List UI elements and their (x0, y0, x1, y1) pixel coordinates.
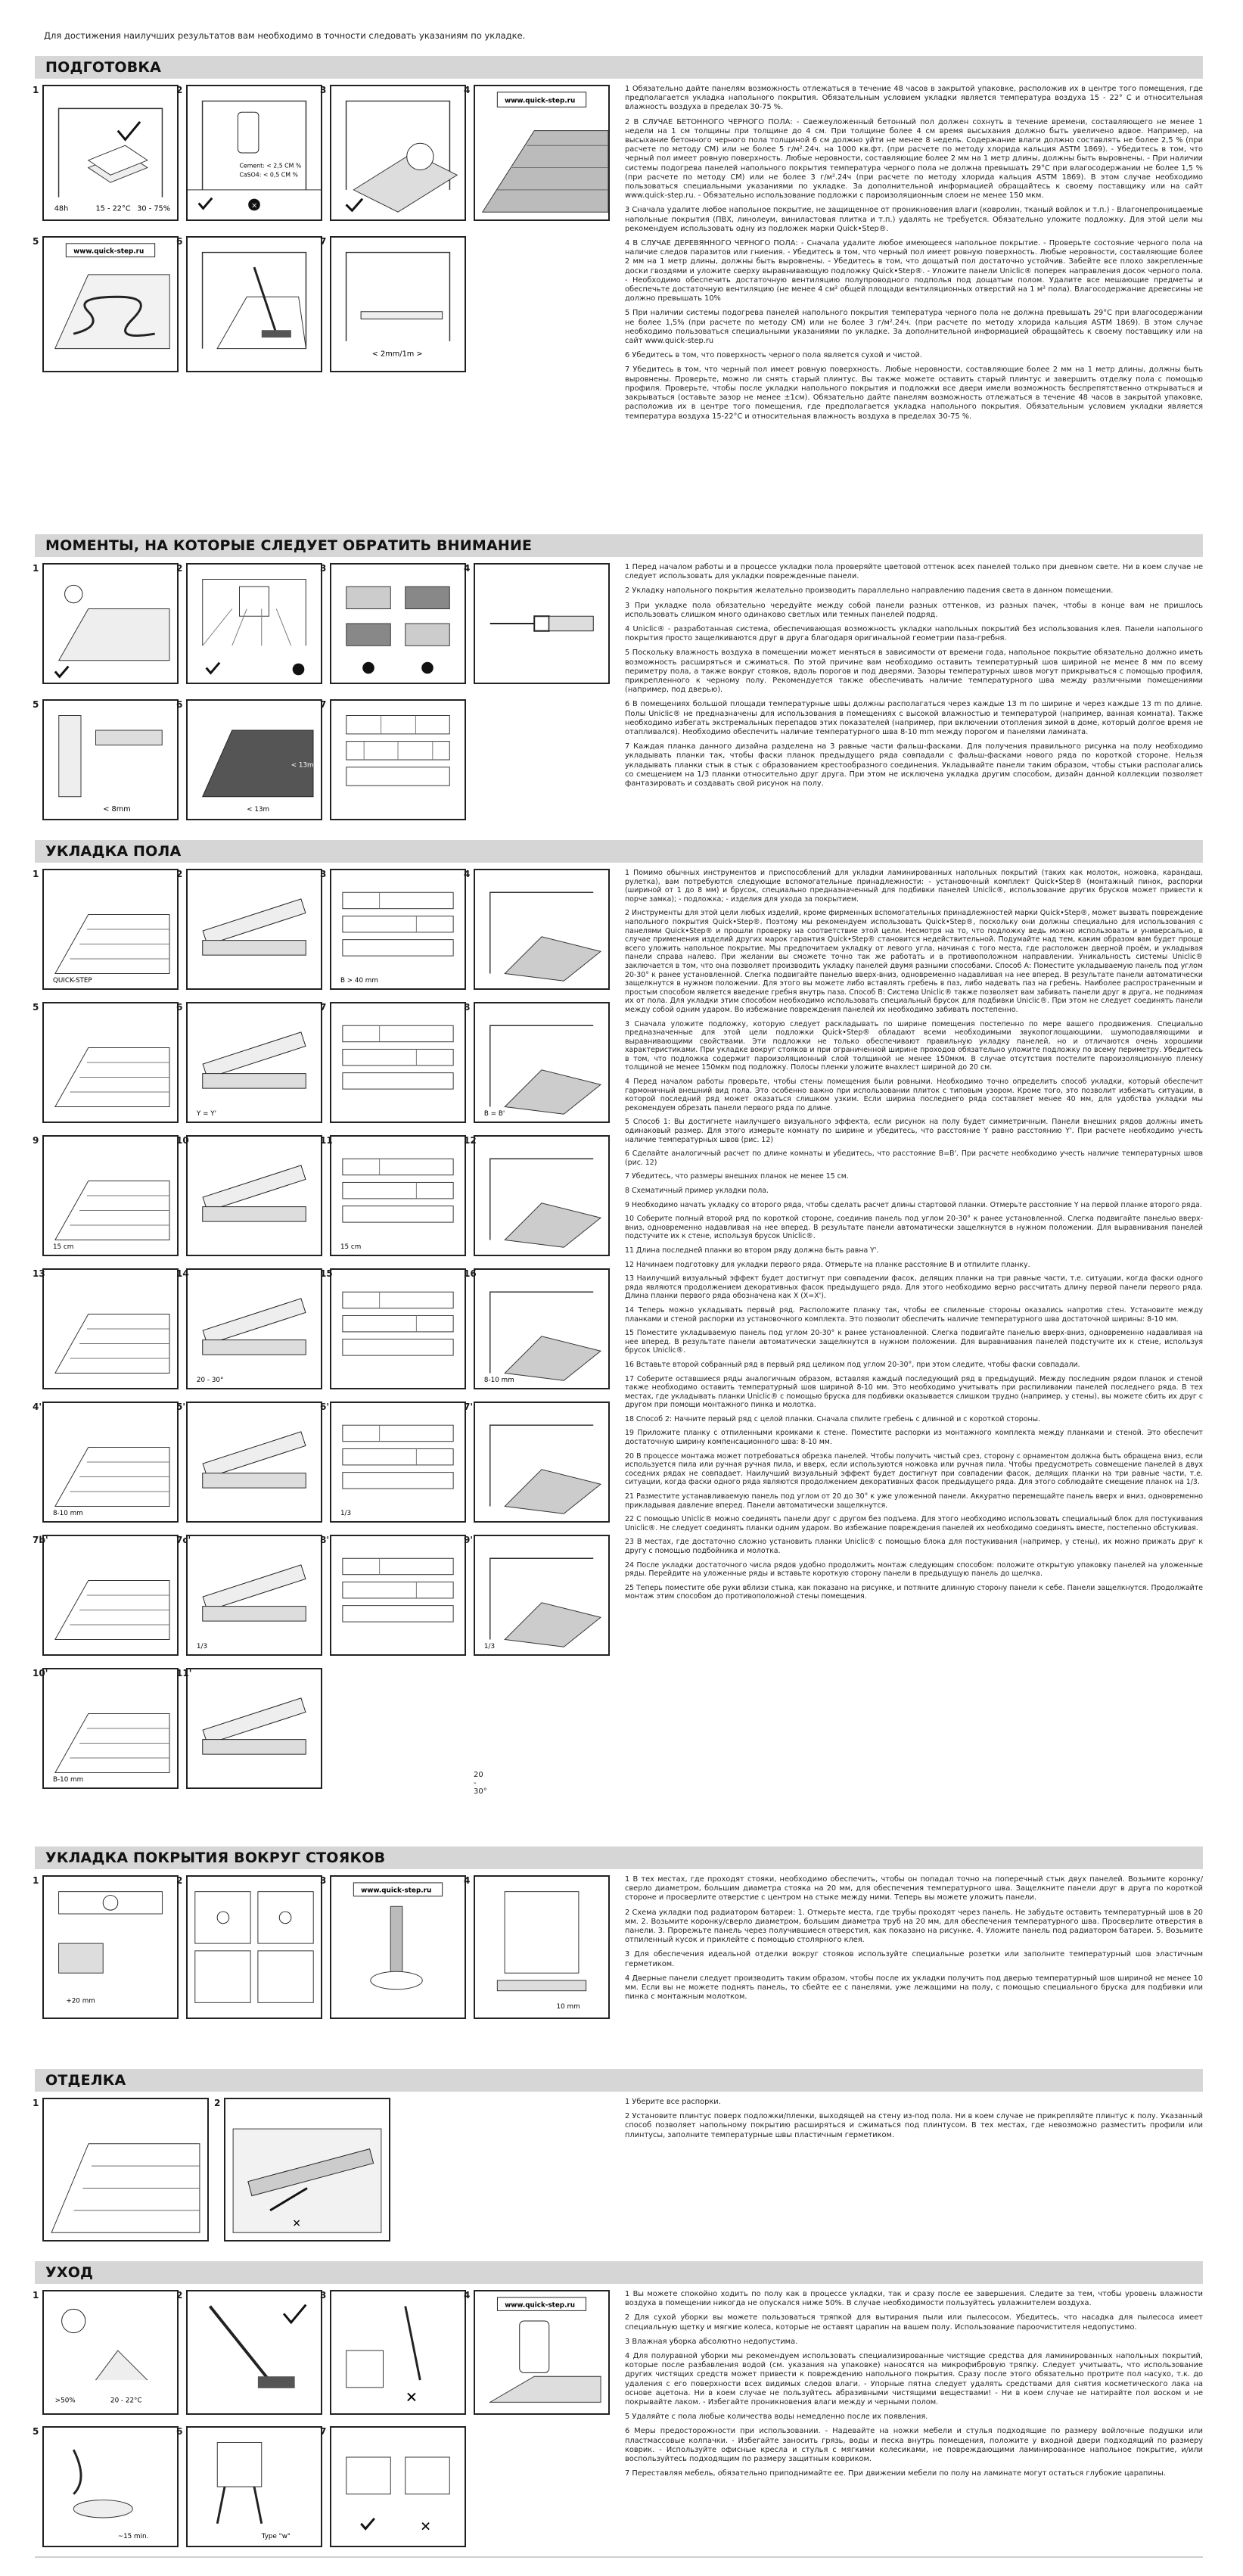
figure-laying-step: 11 15 cm (330, 1135, 466, 1256)
fig-label: B-10 mm (52, 1776, 84, 1784)
figure-laying-step: 11' (186, 1668, 322, 1789)
figure-cleaning-kit: 4 www.quick-step.ru (474, 2290, 610, 2415)
paragraph: 15 Поместите укладываемую панель под углом 20-30° к ранее установленной. Слегка подвигайте панелью вверх-вниз, одновременно надавливая на нее вперед. В результате панели автоматически защелкнутся в нужном положении. Для выравнивания панелей подстучите их к стене, используя брусок Uniclic®. (625, 1329, 1203, 1355)
figure-laying-step: 13 (42, 1268, 179, 1389)
paragraph: 23 В местах, где достаточно сложно установить планки Uniclic® с помощью блока для постукивания (например, у стены), их можно прижать друг к другу с помощью подбойника и молотка. (625, 1538, 1203, 1555)
figure-skirting-board: 2 ✕ (224, 2098, 390, 2242)
figure-level-check: 7 < 2mm/1m > (330, 236, 466, 372)
paragraph: 7 Убедитесь, что размеры внешних планок не менее 15 см. (625, 1172, 849, 1181)
svg-text:< 13m: < 13m (291, 761, 314, 770)
paragraph: 5 Поскольку влажность воздуха в помещении может меняться в зависимости от времени года, напольное покрытие обязательно должно иметь возможность расширяться и сжиматься. По этой причине вам необходимо оставить температурный шов шириной не менее 8 мм по всему периметру пола, а также вокруг стояков, вдоль порогов и под дверями. Зазоры температурных швов могут прикрываться с помощью профиля, прикрепленного к черному полу. Рекомендуется также обеспечивать наличие температурного шва между различными помещениями (например, под дверью). (625, 649, 1203, 695)
instructions-pipes (625, 1875, 1203, 2007)
paragraph: 17 Соберите оставшиеся ряды аналогичным образом, вставляя каждый последующий ряд в предыдущий. Между последним рядом планок и стеной также необходимо оставить температурный шов шириной 8-10 мм. Это необходимо учитывать при распиливании панелей последнего ряда. В тех местах, где укладывать планки Uniclic® с помощью бруска для подбивки оказывается слишком трудно (например, у стены), вы можете сбить их друг с другом при помощи монтажного пинка и молотка. (625, 1374, 1203, 1410)
figure-chair-pads: 6 Type "w" (186, 2426, 322, 2547)
figure-lift-furniture: 7 ✕ (330, 2426, 466, 2547)
svg-text:✕: ✕ (405, 2388, 418, 2406)
svg-text:30 - 75%: 30 - 75% (137, 204, 171, 213)
instructions-laying (625, 869, 1203, 1607)
figure-clean-subfloor: 6 (186, 236, 322, 372)
paragraph: 10 Соберите полный второй ряд по короткой стороне, соединив панель под углом 20-30° к ранее установленной. Слегка подвигайте панелью вверх-вниз, одновременно надавливая на нее вперед. В результате панели автоматически защелкнутся в нужном положении. Для выравнивания панелей подстучите их к стене, используя брусок Uniclic®. (625, 1215, 1203, 1241)
fig-label: 1/3 (483, 1643, 496, 1651)
paragraph: 24 После укладки достаточного числа рядов удобно продолжить монтаж следующим способом: положите открытую упаковку панелей на уложенные ряды. Перейдите на уложенные ряды и вставьте короткую сторону панели в предыдущую панель до щелчка. (625, 1560, 1203, 1579)
figure-laying-step: 7b' (42, 1535, 179, 1656)
figure-underlay-website: 4 www.quick-step.ru (474, 85, 610, 221)
svg-text:>50%: >50% (54, 2397, 76, 2405)
paragraph: 6 Убедитесь в том, что поверхность черного пола является сухой и чистой. (625, 351, 923, 360)
figure-door-gap: 4 10 mm (474, 1875, 610, 2019)
svg-text:✕: ✕ (292, 2217, 301, 2230)
section-attention (35, 534, 1203, 837)
figure-laying-step: 4 (474, 869, 610, 990)
figure-laying-step: 5 (42, 1002, 179, 1123)
figure-laying-step: 14 20 - 30° (186, 1268, 322, 1389)
instructions-attention (625, 563, 1203, 794)
paragraph: 16 Вставьте второй собранный ряд в первый ряд целиком под углом 20-30°, при этом следите, чтобы фаски совпадали. (625, 1360, 1080, 1369)
instructions-care (625, 2290, 1203, 2484)
paragraph: 21 Разместите устанавливаемую панель под углом от 20 до 30° к уже уложенной панели. Аккуратно перемещайте панель вверх и вниз, одновременно прикладывая давление вперед. Панели автоматически защелкнутся. (625, 1492, 1203, 1510)
svg-text:Type "w": Type "w" (261, 2533, 291, 2541)
figure-mix-panels: 3 (330, 563, 466, 684)
paragraph: 2 Установите плинтус поверх подложки/пленки, выходящей на стену из-под пола. Ни в коем случае не прикрепляйте плинтус к полу. Указанный способ позволяет напольному покрытию расширяться и сжиматься под плинтусом. В тех местах, где невозможно разместить профили или плинтусы, заполните температурные швы пластичным герметиком. (625, 2112, 1203, 2139)
paragraph: 7 Убедитесь в том, что черный пол имеет ровную поверхность. Любые неровности, составляющие более 2 мм на 1 метр длины, должны быть выровнены. Проверьте, можно ли снять старый плинтус. Вы также можете оставить старый плинтус и завершить отделку пола с помощью профиля. Проверьте, чтобы после укладки напольного покрытия и подложки все двери имели возможность беспрепятственно открываться и закрываться (оставьте зазор не менее ±1см). Обязательно дайте панелям возможность отлежаться в течение 48 часов в закрытой упаковке, расположив их в центре того помещения, где предполагается укладка напольного покрытия. Обязательным условием укладки является температура воздуха 15-22°С и относительная влажность воздуха в пределах 30-75 %. (625, 366, 1203, 421)
paragraph: 3 Сначала удалите любое напольное покрытие, не защищенное от проникновения влаги (ковролин, тканый войлок и т.п.) - Влагонепроницаемые напольные покрытия (ПВХ, линолеум, виниластовая плитка и т.п.) удалять не требуется. Обязательно уложите подложку. Для этой цели мы рекомендуем использовать одну из подложек марки Quick•Step®. (625, 206, 1203, 233)
figure-no-wet-mop: 3 ✕ (330, 2290, 466, 2415)
svg-text:×: × (251, 201, 258, 210)
paragraph: 6 Сделайте аналогичный расчет по длине комнаты и убедитесь, что расстояние B=B'. При расчете необходимо учесть наличие температурных швов (рис. 12) (625, 1150, 1203, 1167)
paragraph: 11 Длина последней планки во втором ряду должна быть равна Y'. (625, 1246, 879, 1255)
figure-laying-step: 2 (186, 869, 322, 990)
figure-laying-step: 7 (330, 1002, 466, 1123)
section-finishing (35, 2069, 1203, 2251)
paragraph: 19 Приложите планку с отпиленными кромками к стене. Поместите распорки из монтажного комплекта между планками и стеной. Это обеспечит достаточную ширину компенсационного шва: 8-10 мм. (625, 1429, 1203, 1447)
fig-label: 48h (54, 204, 69, 213)
figure-light-direction: 2 (186, 563, 322, 684)
figure-uniclic-joint: 4 (474, 563, 610, 684)
paragraph: 1 Обязательно дайте панелям возможность отлежаться в течение 48 часов в закрытой упаковке, расположив их в центре того помещения, где предполагается укладка напольного покрытия. Обязательным условием укладки является температура воздуха 15 - 22° С и относительная влажность воздуха в пределах 30-75 %. (625, 85, 1203, 112)
figure-check-colour: 1 (42, 563, 179, 684)
paragraph: 3 Влажная уборка абсолютно недопустима. (625, 2337, 798, 2346)
fig-label: 1/3 (196, 1643, 208, 1651)
paragraph: 12 Начинаем подготовку для укладки первого ряда. Отмерьте на планке расстояние B и отпилите планку. (625, 1260, 1030, 1269)
paragraph: 1 Уберите все распорки. (625, 2098, 721, 2106)
section-pipes (35, 1846, 1203, 2043)
instructions-preparation (625, 85, 1203, 427)
figure-vacuum: 2 (186, 2290, 322, 2415)
figure-bevel-pattern: 7 (330, 699, 466, 820)
figure-pipe-drill: 1 +20 mm (42, 1875, 179, 2019)
paragraph: 3 При укладке пола обязательно чередуйте между собой панели разных оттенков, из разных пачек, чтобы в конце вам не пришлось использовать слишком много одинаково светлых или темных панелей подряд. (625, 601, 1203, 619)
figure-moisture-meter: 2 Cement: < 2,5 CM % CaSO4: < 0,5 CM % × (186, 85, 322, 221)
intro-text: Для достижения наилучших результатов вам необходимо в точности следовать указаниям по укладке. (44, 30, 526, 41)
section-preparation (35, 56, 1203, 540)
figure-acclimatize: 1 48h 15 - 22°C 30 - 75% (42, 85, 179, 221)
figure-floor-heating: 5 www.quick-step.ru (42, 236, 179, 372)
paragraph: 5 При наличии системы подогрева панелей напольного покрытия температура черного пола не должна превышать 29°С при влагосодержании не более 1,5% (при расчете по методу CM) или не более 3 г/м².24ч. (при расчете по методу хлорида кальция ASTM 1869). В этом случае необходимо пользоваться специальными указаниями по укладке. За дополнительной информацией обращайтесь к своему поставщику или на сайт www.quick-step.ru (625, 309, 1203, 346)
paragraph: 18 Способ 2: Начните первый ряд с целой планки. Сначала спилите гребень с длинной и с короткой стороны. (625, 1414, 1041, 1423)
paragraph: 9 Необходимо начать укладку со второго ряда, чтобы сделать расчет длины стартовой планки. Отмерьте расстояние Y на первой планке второго ряда. (625, 1200, 1202, 1209)
fig-label: 20 - 30° (474, 1771, 487, 1796)
figure-large-room: 6 < 13m < 13m (186, 699, 322, 820)
paragraph: 2 Схема укладки под радиатором батареи: 1. Отмерьте места, где трубы проходят через панель. Не забудьте оставить температурный шов в 20 мм. 2. Возьмите коронку/сверло диаметром, большим диаметра труб на 20 мм, для обеспечения температурного шва. Просверлите отверстия в панели. 3. Прорежьте панель через получившиеся отверстия, как показано на рисунке. 4. Уложите панель под радиатором батареи. 5. Возьмите отпиленный кусок и приклейте с помощью столярного клея. (625, 1908, 1203, 1945)
fig-label: 8-10 mm (483, 1377, 514, 1385)
figure-laying-step: 6' 1/3 (330, 1402, 466, 1523)
section-title: МОМЕНТЫ, НА КОТОРЫЕ СЛЕДУЕТ ОБРАТИТЬ ВНИМАНИЕ (35, 534, 1203, 557)
figure-laying-step: 7' (474, 1402, 610, 1523)
paragraph: 1 Помимо обычных инструментов и приспособлений для укладки ламинированных напольных покрытий (таких как молоток, ножовка, карандаш, рулетка), вам потребуются следующие вспомогательные принадлежности: - установочный комплект Quick•Step® (монтажный пинок, распорки (шириной от 1 до 8 мм) и брусок, специально предназначенный для подбивки панелей Uniclic®, использование других брусков может привести к порче замка); - подложка; - изделия для ухода за покрытием. (625, 869, 1203, 904)
paragraph: 7 Переставляя мебель, обязательно приподнимайте ее. При движении мебели по полу на ламинате могут остаться глубокие царапины. (625, 2469, 1166, 2478)
paragraph: 5 Способ 1: Вы достигнете наилучшего визуального эффекта, если рисунок на полу будет симметричным. Панели внешних рядов должны иметь одинаковый размер. Для этого измерьте комнату по ширине и убедитесь, что расстояние Y равно расстоянию Y'. При расчете необходимо учесть наличие температурных швов (рис. 12) (625, 1118, 1203, 1144)
paragraph: 4 Uniclic® - разработанная система, обеспечивающая возможность укладки напольных покрытий без использования клея. Панели напольного покрытия просто защелкиваются друг в друга благодаря оригинальной геометрии паза-гребня. (625, 625, 1203, 643)
paragraph: 13 Наилучший визуальный эффект будет достигнут при совпадении фасок, делящих планки на три равные части, т.е. ситуации, когда фаски одного ряда являются продолжением декоративных фасок предыдущего ряда. Для этого необходимо верно рассчитать длину первой панели первого ряда. Длина планки первого ряда обозначена как X (X=X'). (625, 1274, 1203, 1301)
paragraph: 6 Меры предосторожности при использовании. - Надевайте на ножки мебели и стулья подходящие по размеру войлочные подушки или пластмассовые колпачки. - Избегайте заносить грязь, воды и песка внутрь помещения, положите у входной двери подходящий по размеру коврик. - Используйте офисные кресла и стулья с мягкими колесиками, не повреждающими ламинированное напольное покрытие, и/или воспользуйтесь подходящим по размеру защитным ковриком. (625, 2427, 1203, 2464)
svg-text:www.quick-step.ru: www.quick-step.ru (505, 2301, 575, 2310)
paragraph: 4 В СЛУЧАЕ ДЕРЕВЯННОГО ЧЕРНОГО ПОЛА: - Сначала удалите любое имеющееся напольное покрытие. - Проверьте состояние черного пола на наличие следов паразитов или гниения. - Убедитесь в том, что черный пол имеет ровную поверхность. Любые неровности, составляющие более 2 мм на 1 метр длины, должны быть выровнены. - Убедитесь в том, что дощатый пол достаточно устойчив. Забейте все плохо закрепленные доски гвоздями и уложите сверху выравнивающую подложку Quick•Step®. - Уложите панели Uniclic® поперек направления досок черного пола. - Необходимо обеспечить достаточную вентиляцию полупроводного подполья под дощатым полом. Удалите все мешающие предметы и обеспечьте достаточную вентиляцию (не менее 4 см² общей площади вентиляционных отверстий на 1 м² пола). Влагосодержание древесины не должно превышать 10% (625, 239, 1203, 303)
section-care (35, 2261, 1203, 2553)
paragraph: 1 Вы можете спокойно ходить по полу как в процессе укладки, так и сразу после ее завершения. Следите за тем, чтобы уровень влажности воздуха в помещении никогда не опускался ниже 50%. В случае необходимости пользуйтесь увлажнителем воздуха. (625, 2290, 1203, 2308)
figure-laying-step: 1 QUICK-STEP (42, 869, 179, 990)
figure-radiator-pipes: 2 (186, 1875, 322, 2019)
section-title: ПОДГОТОВКА (35, 56, 1203, 79)
fig-label: B = B' (483, 1110, 505, 1118)
section-title: УКЛАДКА ПОКРЫТИЯ ВОКРУГ СТОЯКОВ (35, 1846, 1203, 1869)
paragraph: 14 Теперь можно укладывать первый ряд. Расположите планку так, чтобы ее спиленные стороны оказались напротив стен. Установите между планками и стеной распорки из установочного комплекта. Это позволит обеспечить наличие температурного шва достаточной ширины: 8-10 мм. (625, 1305, 1203, 1324)
figure-laying-step: 7c' 1/3 (186, 1535, 322, 1656)
instructions-finishing (625, 2098, 1203, 2145)
paragraph: 5 Удаляйте с пола любые количества воды немедленно после их появления. (625, 2413, 928, 2422)
figure-laying-step: 5' (186, 1402, 322, 1523)
section-title: ОТДЕЛКА (35, 2069, 1203, 2092)
paragraph: 2 Инструменты для этой цели любых изделий, кроме фирменных вспомогательных принадлежностей марки Quick•Step®, может вызвать повреждение напольного покрытия Quick•Step®. Поэтому мы рекомендуем использовать Quick•Step®, поскольку они должны специально для использования с панелями Quick•Step® и прошли проверку на соответствие этой цели. Несмотря на то, что подложку ведь можно использовать и универсально, в случае применения изделий других марок гарантия Quick•Step® становится недействительной. Подумайте над тем, каким образом вам будет проще всего уложить напольное покрытие. Мы предпочитаем укладку от левого угла, начиная с того места, где расположен дверной проём, и укладывая панели справа налево. При желании вы сможете точно так же работать и в противоположном направлении. Уникальность системы Uniclic® заключается в том, что она позволяет производить укладку панелей двумя разными способами. Способ А: Поместите укладываемую панель под углом 20-30° к ранее установленной. Слегка подвигайте панелью вверх-вниз, одновременно надавливая на нее вперед. В результате панели автоматически защелкнутся в нужном положении. Для этого вы можете либо вставлять гребень в паз, либо надевать паз на гребень. Наиболее распространенным и простым способом является введение гребня внутрь паза. Способ В: Система Uniclic® также позволяет вам забивать панели друг в друга, не поднимая их от пола. Для укладки этим способом необходимо использовать специальный брусок для подбивки Uniclic®. При этом не следует соединять панели между собой одним ударом. Во избежание повреждения панелей их необходимо забивать постепенно. (625, 909, 1203, 1014)
svg-text:+20 mm: +20 mm (66, 1997, 95, 2005)
svg-text:www.quick-step.ru: www.quick-step.ru (505, 97, 576, 105)
paragraph: 2 В СЛУЧАЕ БЕТОННОГО ЧЕРНОГО ПОЛА: - Свежеуложенный бетонный пол должен сохнуть в течение времени, составляющего не менее 1 недели на 1 см толщины при толщине до 4 см. При толщине более 4 см время высыхания должно быть увеличено вдвое. Например, на высыхание бетонного черного пола толщиной 6 см должно уйти не менее 8 недель. Содержание влаги должно составлять не более 2,5 % (при расчете по методу CM) или не более 5 г/м².24ч. на 1000 кв.фт. (при расчете по методу хлорида кальция ASTM 1869). - Убедитесь в том, что черный пол имеет ровную поверхность. Любые неровности, составляющие более 2 мм на 1 метр длины, должны быть выровнены. - При наличии системы подогрева панелей напольного покрытия температура черного пола не должна превышать 29°С при влагосодержании не более 1,5 % (при расчете по методу CM) или не более 3 г/м².24ч (при расчете по методу хлорида кальция ASTM 1869). В этом случае необходимо пользоваться специальными указаниями по укладке. За дополнительной информацией обращайтесь к своему поставщику или на сайт www.quick-step.ru. - Обязательно использование подложки с пароизоляционным слоем не менее 150 мкм. (625, 117, 1203, 201)
svg-text:10 mm: 10 mm (556, 2003, 580, 2011)
svg-text:~15 min.: ~15 min. (117, 2533, 149, 2541)
paragraph: 2 Для сухой уборки вы можете пользоваться тряпкой для вытирания пыли или пылесосом. Убедитесь, что насадка для пылесоса имеет специальную щетку и мягкие колеса, которые не оставят царапин на вашем полу. Использование пароочистителя недопустимо. (625, 2313, 1203, 2332)
svg-text:✕: ✕ (420, 2519, 431, 2535)
paragraph: 4 Дверные панели следует производить таким образом, чтобы после их укладки получить под дверью температурный шов шириной не менее 10 мм. Если вы не можете поднять панель, то сбейте ее с панелями, уже лежащими на полу, с помощью специального бруска для подбивки или пинка с монтажным молотком. (625, 1974, 1203, 2002)
paragraph: 3 Сначала уложите подложку, которую следует раскладывать по ширине помещения поcтепенно по мере вашего продвижения. Специально предназначенные для этой цели подложки Quick•Step® обладают всеми необходимыми звукопоглощающими, шумоподавляющими и выравнивающими свойствами. Эти подложки не только обеспечивают правильную укладку панелей, но и отличаются очень хорошими характеристиками. При укладке вокруг стояков и при ограниченной ширине проходов обязательно уложите подложку по всему периметру. Убедитесь в том, что подложка содержит пароизоляционный слой толщиной не менее 150мкм. В случае отсутствия постелите пароизоляционную пленку толщиной не менее 150мкм под подложку. Полосы пленки уложите внахлест шириной до 20 см. (625, 1019, 1203, 1072)
svg-text:www.quick-step.ru: www.quick-step.ru (73, 247, 144, 256)
section-title: УХОД (35, 2261, 1203, 2284)
figure-humidity: 1 >50% 20 - 22°C (42, 2290, 179, 2415)
svg-text:< 8mm: < 8mm (103, 805, 131, 814)
paragraph: 3 Для обеспечения идеальной отделки вокруг стояков используйте специальные розетки или заполните температурный шов эластичным герметиком. (625, 1950, 1203, 1968)
paragraph: 20 В процессе монтажа может потребоваться обрезка панелей. Чтобы получить чистый срез, сторону с орнаментом должна быть обращена вниз, если используется пила или ручная ручная пила, и вверх, если используются ножовка или ручная пила. Чтобы предусмотреть совмещение панелей в двух соседних рядах не совпадает. Наилучший визуальный эффект будет достигнут при совпадении фасок, делящих планки на три равные части, т.е. ситуации, когда фаски одного ряда являются продолжением декоративных фасок предыдущего ряда. Для этого соблюдайте смещение планок на 1/3. (625, 1451, 1203, 1487)
fig-label: 8-10 mm (52, 1510, 83, 1518)
svg-text:Cement: < 2,5 CM %: Cement: < 2,5 CM % (239, 162, 302, 170)
figure-laying-step: 12 (474, 1135, 610, 1256)
figure-laying-step: 9' 1/3 (474, 1535, 610, 1656)
figure-laying-step: 6 Y = Y' (186, 1002, 322, 1123)
fig-label: 1/3 (340, 1510, 352, 1518)
figure-laying-step: 8' (330, 1535, 466, 1656)
figure-laying-step: 9 15 cm (42, 1135, 179, 1256)
paragraph: 8 Схематичный пример укладки пола. (625, 1187, 769, 1195)
bottom-divider (35, 2556, 1203, 2558)
figure-pipe-rosette: 3 www.quick-step.ru (330, 1875, 466, 2019)
figure-remove-covering: 3 (330, 85, 466, 221)
svg-text:< 2mm/1m >: < 2mm/1m > (371, 350, 423, 359)
svg-text:15 - 22°C: 15 - 22°C (95, 204, 131, 213)
fig-label: 15 cm (52, 1243, 74, 1252)
figure-laying-step: 10' B-10 mm (42, 1668, 179, 1789)
section-laying (35, 840, 1203, 1801)
figure-laying-step: 10 (186, 1135, 322, 1256)
figure-laying-step: 4' 8-10 mm (42, 1402, 179, 1523)
paragraph: 6 В помещениях большой площади температурные швы должны располагаться через каждые 13 m по ширине и через каждые 13 m по длине. Полы Uniclic® не предназначены для использования в помещениях с высокой влажностью и температурой (например, ванная комната). Также необходимо избегать экстремальных перепадов этих показателей (например, при включении отопления зимой в доме, который долгое время не отапливался). Необходимо обеспечить наличие температурного шва 8-10 mm между порогом и панелями ламината. (625, 700, 1203, 737)
paragraph: 1 В тех местах, где проходят стояки, необходимо обеспечить, чтобы он попадал точно на поперечный стык двух панелей. Возьмите коронку/сверло диаметром, большим диаметра стояка на 20 мм, для обеспечения температурного шва. Защелкните панели друг в друга по короткой стороне и просверлите отверстие с центром на стыке между ними. Теперь вы можете уложить панели. (625, 1875, 1203, 1902)
svg-text:CaSO4: < 0,5 CM %: CaSO4: < 0,5 CM % (239, 171, 298, 179)
paragraph: 7 Каждая планка данного дизайна разделена на 3 равные части фальш-фасками. Для получения правильного рисунка на полу необходимо укладывать планки так, чтобы фаски планок предыдущего ряда совпадали с фальш-фасками нового ряда по короткой стороне. Нельзя укладывать планки стык в стык с образованием крестообразного соединения. Укладывайте панели таким образом, чтобы стыки располагались со смещением на 1/3 планки относительно друг друга. При этом не исключена укладка другим способом, дизайн данной коллекции позволяет фантазировать и создавать свой рисунок на полу. (625, 742, 1203, 789)
figure-wipe-water: 5 ~15 min. (42, 2426, 179, 2547)
figure-laying-step: 16 8-10 mm (474, 1268, 610, 1389)
fig-label: B > 40 mm (340, 977, 378, 985)
paragraph: 22 С помощью Uniclic® можно соединять панели друг с другом без подъема. Для этого необходимо использовать специальный блок для постукивания Uniclic®. Не следует соединять планки одним ударом. Во избежание повреждения панелей их необходимо соединять вместе, постепенно обстукивая. (625, 1515, 1203, 1532)
paragraph: 25 Теперь поместите обе руки вблизи стыка, как показано на рисунке, и потяните длинную сторону панели к себе. Панели защелкнутся. Продолжайте монтаж этим способом до противоположной стены помещения. (625, 1583, 1203, 1601)
figure-laying-step: 8 B = B' (474, 1002, 610, 1123)
svg-text:< 13m: < 13m (247, 806, 270, 814)
paragraph: 4 Перед началом работы проверьте, чтобы стены помещения были ровными. Необходимо точно определить способ укладки, который обеспечит гармоничный внешний вид пола. Это особенно важно при использовании плиток с типовым узором. Кроме того, это позволит избежать ситуации, в которой последний ряд может оказаться слишком узким. Если ширина последнего ряда составляет менее 40 мм, для удобства укладки мы рекомендуем обрезать панели первого ряда по длине. (625, 1078, 1203, 1112)
paragraph: 2 Укладку напольного покрытия желательно производить параллельно направлению падения света в данном помещении. (625, 586, 1114, 596)
svg-text:www.quick-step.ru: www.quick-step.ru (361, 1887, 432, 1895)
section-title: УКЛАДКА ПОЛА (35, 840, 1203, 863)
paragraph: 1 Перед началом работы и в процессе укладки пола проверяйте цветовой оттенок всех панелей только при дневном свете. Ни в коем случае не следует использовать для укладки поврежденные панели. (625, 563, 1203, 581)
fig-label: 15 cm (340, 1243, 362, 1252)
fig-label: Y = Y' (196, 1110, 216, 1118)
svg-text:20 - 22°C: 20 - 22°C (110, 2397, 142, 2405)
figure-laying-step: 15 (330, 1268, 466, 1389)
fig-label: QUICK-STEP (52, 977, 92, 985)
fig-label: 20 - 30° (196, 1377, 224, 1385)
paragraph: 4 Для полуравной уборки мы рекомендуем использовать специализированные чистящие средства для ламинированных напольных покрытий, которые после разбавления водой (см. указания на упаковке) наносятся на микрофибровую тряпку. Следует учитывать, что использование других чистящих средств может привести к повреждению напольного покрытия. Сразу после этого обязательно протрите пол насухо, т.к. до удаления с его поверхности всех видимых следов влаги. - Упорные пятна следует удалять средствами для снятия косметического лака на основе ацетона. Ни в коем случае не пользуйтесь абразивными чистящими веществами! - Ни в коем случае не натирайте пол воском и не покрывайте лаком. - Избегайте проникновения влаги между и черными полом. (625, 2352, 1203, 2407)
figure-laying-step: 3 B > 40 mm (330, 869, 466, 990)
figure-remove-spacers: 1 (42, 2098, 209, 2242)
figure-expansion-gap: 5 < 8mm (42, 699, 179, 820)
